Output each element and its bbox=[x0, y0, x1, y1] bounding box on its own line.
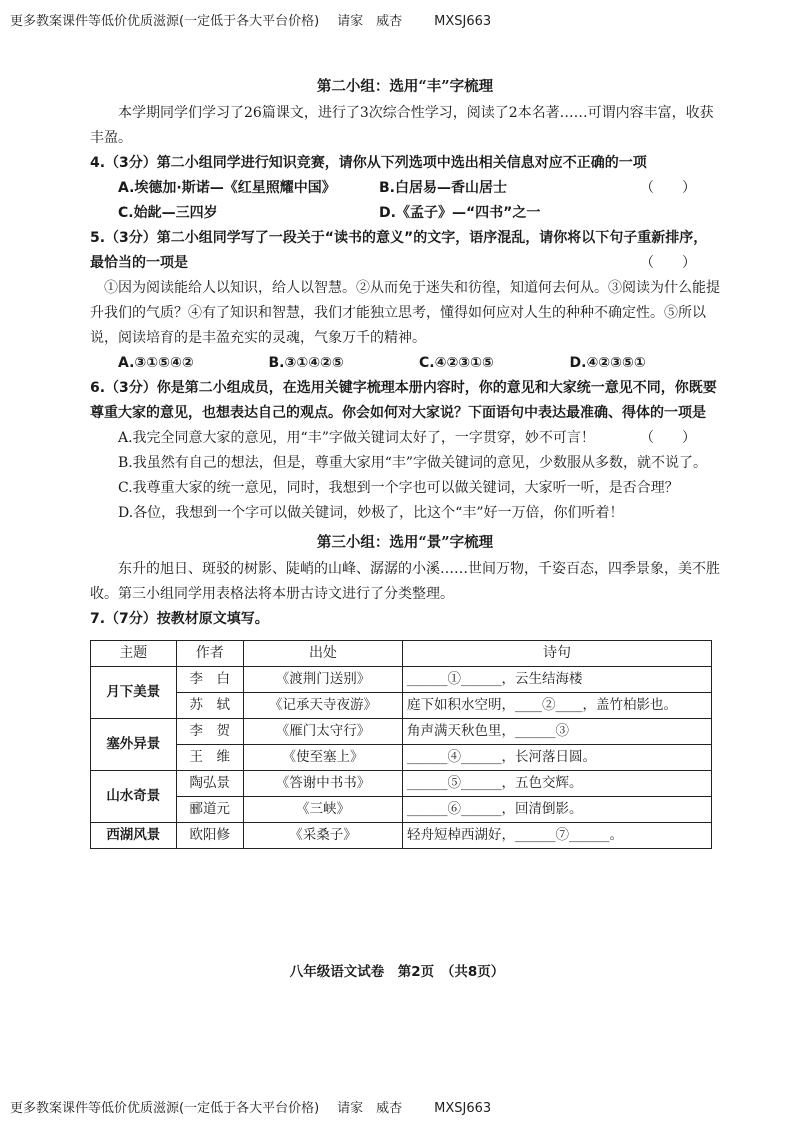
q5-stem: 5.（3分）第二小组同学写了一段关于“读书的意义”的文字，语序混乱，请你将以下句子重新排序，最恰当的一项是 （ ） bbox=[90, 226, 720, 276]
exam-page bbox=[90, 70, 720, 849]
q4-answer-paren: （ ） bbox=[640, 180, 696, 196]
theme-cell: 西湖风景 bbox=[91, 823, 177, 849]
q6-option-b: B.我虽然有自己的想法，但是，尊重大家用“丰”字做关键词的意见，少数服从多数，就不说了。 bbox=[118, 455, 708, 471]
section2-intro: 本学期同学们学习了26篇课文，进行了3次综合性学习，阅读了2本名著……可谓内容丰富，收获丰盈。 bbox=[90, 105, 714, 146]
table-row bbox=[91, 745, 712, 771]
top-banner bbox=[10, 10, 491, 29]
bottom-banner bbox=[10, 1097, 491, 1116]
q4-option-d: D.《孟子》—“四书”之一 bbox=[379, 205, 541, 221]
section3-heading: 第三小组：选用“景”字梳理 bbox=[316, 534, 494, 551]
line-cell: 轻舟短棹西湖好，______⑦______。 bbox=[403, 823, 712, 849]
q5-options bbox=[90, 351, 720, 376]
q5-option-b: B.③①④②⑤ bbox=[268, 355, 344, 371]
q7-stem: 7.（7分）按教材原文填写。 bbox=[90, 611, 269, 627]
line-cell: ______①______，云生结海楼 bbox=[403, 667, 712, 693]
header-author: 作者 bbox=[176, 641, 243, 667]
banner-code: MXSJ663 bbox=[434, 1101, 492, 1116]
banner-text: 更多教案课件等低价优质滋源(一定低于各大平台价格) bbox=[10, 1101, 320, 1116]
author-cell: 李 贺 bbox=[176, 719, 243, 745]
author-cell: 李 白 bbox=[176, 667, 243, 693]
line-cell: 庭下如积水空明，____②____，盖竹柏影也。 bbox=[403, 693, 712, 719]
banner-contact: 请家 威杏 bbox=[337, 1101, 403, 1116]
source-cell: 《三峡》 bbox=[243, 797, 402, 823]
q6-answer-paren: （ ） bbox=[640, 430, 696, 446]
source-cell: 《雁门太守行》 bbox=[243, 719, 402, 745]
section3-intro: 东升的旭日、斑驳的树影、陡峭的山峰、潺潺的小溪……世间万物，千姿百态，四季景象，美不胜收。第三小组同学用表格法将本册古诗文进行了分类整理。 bbox=[90, 561, 720, 602]
banner-text: 更多教案课件等低价优质滋源(一定低于各大平台价格) bbox=[10, 14, 320, 29]
q5-option-d: D.④②③⑤① bbox=[569, 355, 646, 371]
page-footer: 八年级语文试卷 第2页 （共8页） bbox=[289, 964, 505, 980]
line-cell: ______⑤______，五色交辉。 bbox=[403, 771, 712, 797]
banner-contact: 请家 威杏 bbox=[337, 14, 403, 29]
author-cell: 王 维 bbox=[176, 745, 243, 771]
line-cell: ______④______，长河落日圆。 bbox=[403, 745, 712, 771]
poem-table bbox=[90, 640, 712, 849]
q5-option-a: A.③①⑤④② bbox=[118, 355, 194, 371]
theme-cell: 塞外异景 bbox=[91, 719, 177, 771]
q5-answer-paren: （ ） bbox=[640, 255, 696, 271]
q6-option-c: C.我尊重大家的统一意见，同时，我想到一个字也可以做关键词，大家听一听，是否合理？ bbox=[118, 480, 679, 496]
header-line: 诗句 bbox=[403, 641, 712, 667]
table-row bbox=[91, 823, 712, 849]
table-row bbox=[91, 797, 712, 823]
q6-option-a: A.我完全同意大家的意见，用“丰”字做关键词太好了，一字贯穿，妙不可言！ bbox=[118, 430, 595, 446]
theme-cell: 月下美景 bbox=[91, 667, 177, 719]
table-row bbox=[91, 667, 712, 693]
section2-heading: 第二小组：选用“丰”字梳理 bbox=[316, 78, 494, 95]
q4-options bbox=[90, 176, 640, 226]
source-cell: 《采桑子》 bbox=[243, 823, 402, 849]
table-header-row bbox=[91, 641, 712, 667]
banner-code: MXSJ663 bbox=[434, 14, 492, 29]
source-cell: 《记承天寺夜游》 bbox=[243, 693, 402, 719]
q6-option-d: D.各位，我想到一个字可以做关键词，妙极了，比这个“丰”好一万倍，你们听着！ bbox=[118, 505, 624, 521]
author-cell: 陶弘景 bbox=[176, 771, 243, 797]
header-theme: 主题 bbox=[91, 641, 177, 667]
source-cell: 《使至塞上》 bbox=[243, 745, 402, 771]
source-cell: 《答谢中书书》 bbox=[243, 771, 402, 797]
q4-option-c: C.始龀—三四岁 bbox=[118, 205, 218, 221]
q4-option-b: B.白居易—香山居士 bbox=[379, 180, 507, 196]
author-cell: 苏 轼 bbox=[176, 693, 243, 719]
table-row bbox=[91, 719, 712, 745]
line-cell: ______⑥______，回清倒影。 bbox=[403, 797, 712, 823]
author-cell: 郦道元 bbox=[176, 797, 243, 823]
line-cell: 角声满天秋色里，______③ bbox=[403, 719, 712, 745]
author-cell: 欧阳修 bbox=[176, 823, 243, 849]
q4-stem: 4.（3分）第二小组同学进行知识竞赛，请你从下列选项中选出相关信息对应不正确的一项 （ ） bbox=[90, 151, 720, 176]
theme-cell: 山水奇景 bbox=[91, 771, 177, 823]
q6-stem: 6.（3分）你是第二小组成员，在选用关键字梳理本册内容时，你的意见和大家统一意见不同，你既要尊重大家的意见，也想表达自己的观点。你会如何对大家说？下面语句中表达最准确、得体的一项是 （ ） bbox=[90, 376, 720, 426]
header-source: 出处 bbox=[243, 641, 402, 667]
table-row bbox=[91, 693, 712, 719]
source-cell: 《渡荆门送别》 bbox=[243, 667, 402, 693]
q4-option-a: A.埃德加·斯诺—《红星照耀中国》 bbox=[118, 180, 336, 196]
q5-option-c: C.④②③①⑤ bbox=[419, 355, 494, 371]
q5-passage: ①因为阅读能给人以知识，给人以智慧。②从而免于迷失和彷徨，知道何去何从。③阅读为什么能提升我们的气质？④有了知识和智慧，我们才能独立思考，懂得如何应对人生的种种不确定性。⑤所以说，阅读培育的是丰盈充实的灵魂，气象万千的精神。 bbox=[90, 280, 720, 346]
table-row bbox=[91, 771, 712, 797]
